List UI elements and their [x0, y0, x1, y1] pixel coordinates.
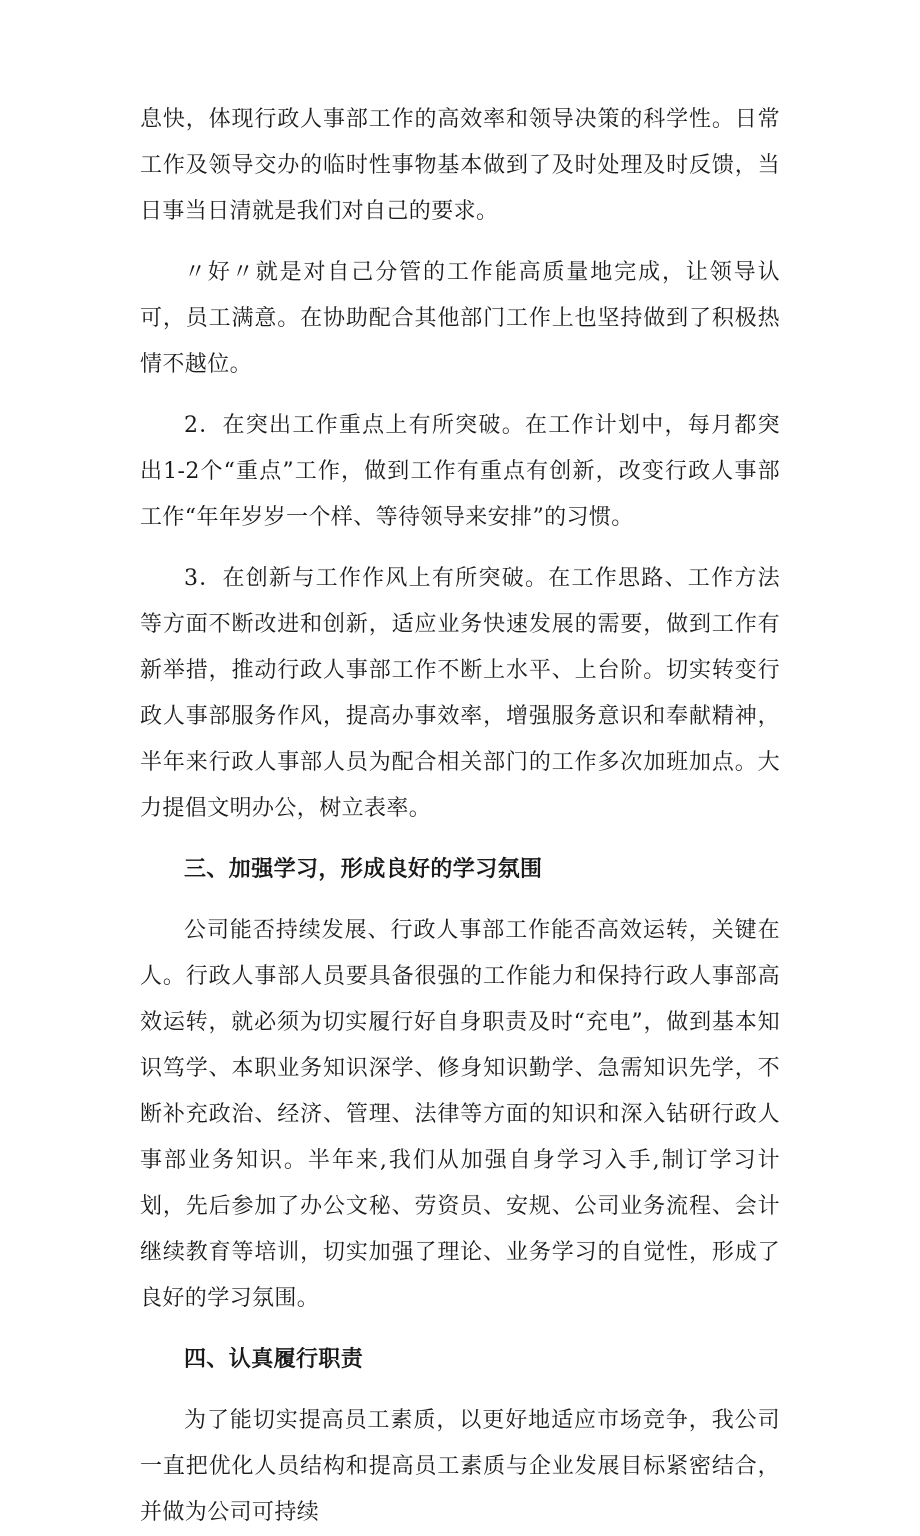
paragraph-key-work-breakthrough: 2．在突出工作重点上有所突破。在工作计划中，每月都突出1-2个“重点”工作，做到工作有重点有创新，改变行政人事部工作“年年岁岁一个样、等待领导来安排”的习惯。: [140, 413, 780, 530]
paragraph-innovation-breakthrough: 3．在创新与工作作风上有所突破。在工作思路、工作方法等方面不断改进和创新，适应业务快速发展的需要，做到工作有新举措，推动行政人事部工作不断上水平、上台阶。切实转变行政人事部服务作风，提高办事效率，增强服务意识和奉献精神，半年来行政人事部人员为配合相关部门的工作多次加班加点。大力提倡文明办公，树立表率。: [140, 566, 780, 821]
paragraph-continuation: 息快，体现行政人事部工作的高效率和领导决策的科学性。日常工作及领导交办的临时性事物基本做到了及时处理及时反馈，当日事当日清就是我们对自己的要求。: [140, 107, 780, 224]
paragraph-study-atmosphere: 公司能否持续发展、行政人事部工作能否高效运转，关键在人。行政人事部人员要具备很强的工作能力和保持行政人事部高效运转，就必须为切实履行好自身职责及时“充电”，做到基本知识笃学、本职业务知识深学、修身知识勤学、急需知识先学，不断补充政治、经济、管理、法律等方面的知识和深入钻研行政人事部业务知识。半年来,我们从加强自身学习入手,制订学习计划，先后参加了办公文秘、劳资员、安规、公司业务流程、会计继续教育等培训，切实加强了理论、业务学习的自觉性，形成了良好的学习氛围。: [140, 918, 780, 1311]
section-heading-study: 三、加强学习，形成良好的学习氛围: [184, 857, 543, 882]
paragraph-good-work: 〃好〃就是对自己分管的工作能高质量地完成，让领导认可，员工满意。在协助配合其他部门工作上也坚持做到了积极热情不越位。: [140, 260, 780, 377]
section-heading-duties: 四、认真履行职责: [184, 1347, 364, 1372]
paragraph-duties-intro: 为了能切实提高员工素质，以更好地适应市场竞争，我公司一直把优化人员结构和提高员工素质与企业发展目标紧密结合，并做为公司可持续: [140, 1408, 780, 1525]
